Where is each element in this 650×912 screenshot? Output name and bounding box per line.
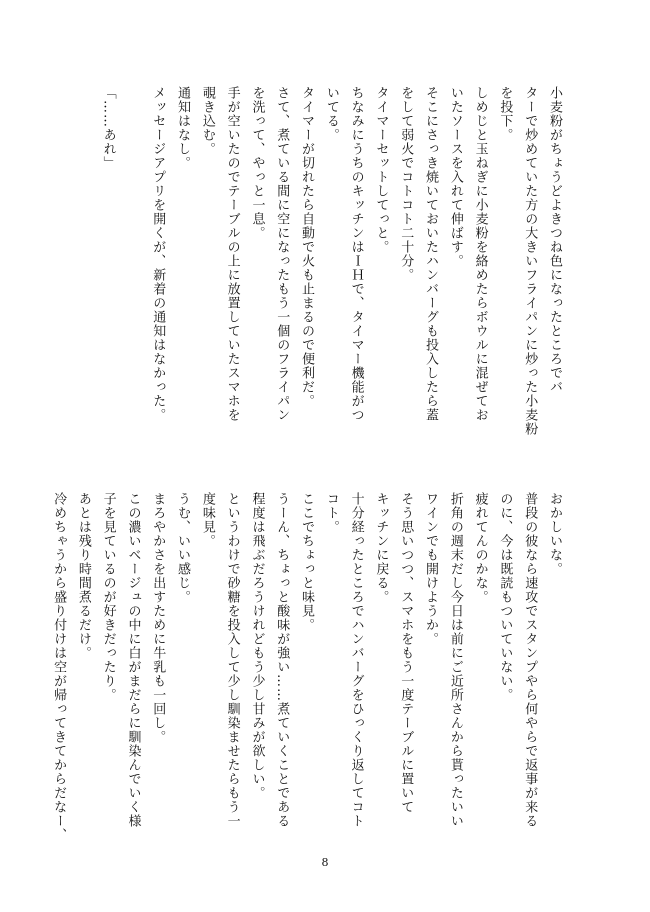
text-line: メッセージアプリを開くが、新着の通知はなかった。 (150, 86, 166, 422)
text-line: を投下。 (497, 86, 513, 142)
text-line: をして弱火でコトコト二十分。 (398, 86, 414, 282)
text-line: というわけで砂糖を投入して少し馴染ませたらもう一 (224, 492, 240, 828)
text-line: コト。 (323, 492, 339, 534)
text-line: 小麦粉がちょうどよきつね色になったところでバ (547, 86, 562, 394)
text-line (120, 86, 145, 444)
page-number: 8 (321, 856, 329, 869)
text-line: 程度は飛ぶだろうけれどもう少し甘みが欲しい。 (249, 492, 265, 800)
text-line: 子を見ているのが好きだったり。 (100, 492, 116, 702)
text-line: いてる。 (323, 86, 339, 142)
text-line: 覗き込む。 (199, 86, 215, 156)
text-line: おかしいな。 (547, 492, 562, 576)
text-line: 度味見。 (199, 492, 215, 548)
text-line: ターで炒めていた方の大きいフライパンに炒った小麦粉 (522, 86, 538, 436)
text-block-lower (45, 492, 566, 850)
text-line: いたソースを入れて伸ばす。 (447, 86, 463, 268)
text-line: うーん、ちょっと酸味が強い……煮ていくことである (274, 492, 290, 828)
text-line: 十分経ったところでハンバーグをひっくり返してコト (348, 492, 364, 828)
text-line: さて、煮ている間に空になったもう一個のフライパン (274, 86, 290, 422)
text-line: 冷めちゃうから盛り付けは空が帰ってきてからだなー、 (51, 492, 67, 842)
text-line: うむ、いい感じ。 (175, 492, 191, 604)
text-line: 折角の週末だし今日は前にご近所さんから貰ったいい (447, 492, 463, 828)
text-line: そう思いつつ、スマホをもう一度テーブルに置いて (398, 492, 414, 814)
text-line: まろやかさを出すために牛乳も一回し。 (150, 492, 166, 744)
text-line: 疲れてんのかな。 (472, 492, 488, 604)
text-line: 手が空いたのでテーブルの上に放置していたスマホを (224, 86, 240, 422)
text-line: を洗って、やっと一息。 (249, 86, 265, 240)
text-line: のに、今は既読もついていない。 (497, 492, 513, 702)
text-line: 普段の彼なら速攻でスタンプやら何やらで返事が来る (522, 492, 538, 828)
text-line: ワインでも開けようか。 (423, 492, 439, 646)
text-line: ここでちょっと味見。 (299, 492, 315, 632)
text-line: 通知はなし。 (175, 86, 191, 170)
text-line: この濃いベージュの中に白がまだらに馴染んでいく様 (125, 492, 141, 828)
text-line: タイマーセットしてっと。 (373, 86, 389, 254)
text-line: しめじと玉ねぎに小麦粉を絡めたらボウルに混ぜてお (472, 86, 488, 422)
text-block-upper (95, 86, 566, 444)
text-line: あとは残り時間煮るだけ。 (75, 492, 91, 660)
text-line: 「……あれ」 (100, 86, 116, 170)
text-line: そこにさっき焼いておいたハンバーグも投入したら蓋 (423, 86, 439, 422)
text-line: キッチンに戻る。 (373, 492, 389, 604)
text-line: ちなみにうちのキッチンはＩＨで、タイマー機能がつ (348, 86, 364, 422)
text-line: タイマーが切れたら自動で火も止まるので便利だ。 (299, 86, 315, 408)
